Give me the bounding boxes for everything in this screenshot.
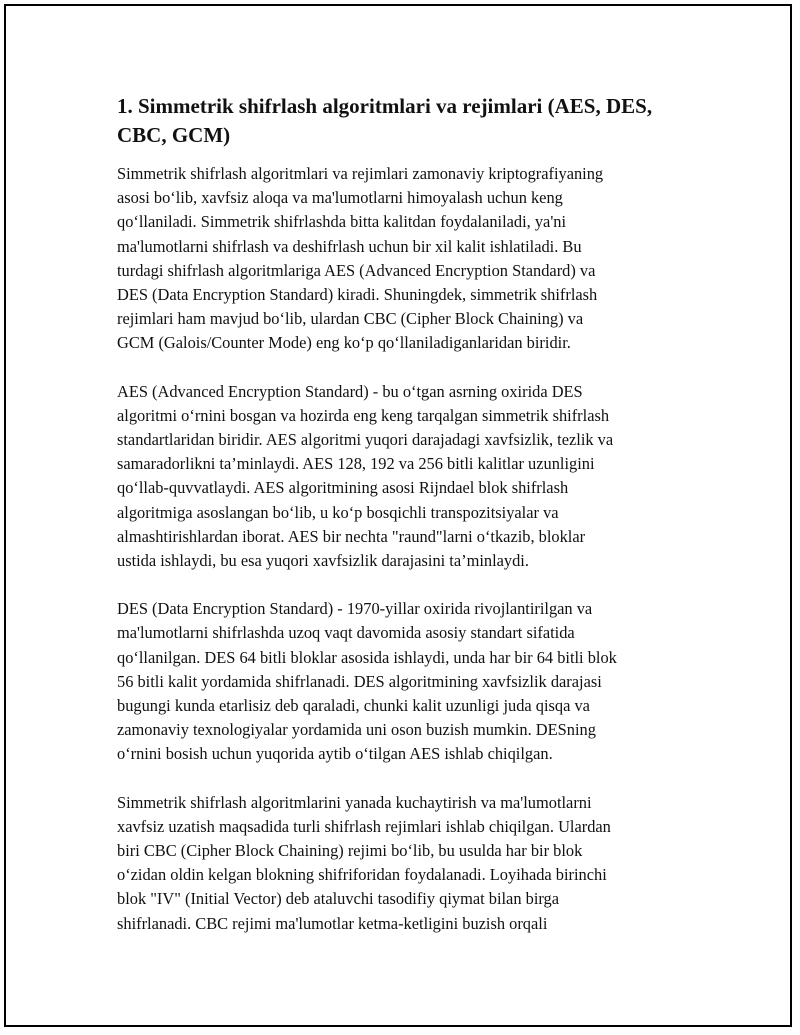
section-heading: 1. Simmetrik shifrlash algoritmlari va rejimlari (AES, DES, CBC, GCM) <box>117 94 653 147</box>
paragraph-intro: Simmetrik shifrlash algoritmlari va rejimlari zamonaviy kriptografiyaning asosi bo‘lib, xavfsiz aloqa va ma'lumotlarni himoyalash uchun keng qo‘llaniladi. Simmetrik shifrlashda bitta kalitdan foydalaniladi, ya'ni ma'lumotlarni shifrlash va deshifrlash uchun bir xil kalit ishlatiladi. Bu turdagi shifrlash algoritmlariga AES (Advanced Encryption Standard) va DES (Data Encryption Standard) kiradi. Shuningdek, simmetrik shifrlash rejimlari ham mavjud bo‘lib, ulardan CBC (Cipher Block Chaining) va GCM (Galois/Counter Mode) eng ko‘p qo‘llaniladiganlaridan biridir. <box>117 164 604 353</box>
paragraph-des: DES (Data Encryption Standard) - 1970-yillar oxirida rivojlantirilgan va ma'lumotlarni shifrlashda uzoq vaqt davomida asosiy standart sifatida qo‘llanilgan. DES 64 bitli bloklar asosida ishlaydi, unda har bir 64 bitli blok 56 bitli kalit yordamida shifrlanadi. DES algoritmining xavfsizlik darajasi bugungi kunda etarlisiz deb qaraladi, chunki kalit uzunligi juda qisqa va zamonaviy texnologiyalar yordamida uni oson buzish mumkin. DESning o‘rnini bosish uchun yuqorida aytib o‘tilgan AES ishlab chiqilgan. <box>117 599 617 764</box>
paragraph-aes: AES (Advanced Encryption Standard) - bu o‘tgan asrning oxirida DES algoritmi o‘rnini bosgan va hozirda eng keng tarqalgan simmetrik shifrlash standartlaridan biridir. AES algoritmi yuqori darajadagi xavfsizlik, tezlik va samaradorlikni ta’minlaydi. AES 128, 192 va 256 bitli kalitlar uzunligini qo‘llab-quvvatlaydi. AES algoritmining asosi Rijndael blok shifrlash algoritmiga asoslangan bo‘lib, u ko‘p bosqichli transpozitsiyalar va almashtirishlardan iborat. AES bir nechta "raund"larni o‘tkazib, bloklar ustida ishlaydi, bu esa yuqori xavfsizlik darajasini ta’minlaydi. <box>117 381 614 571</box>
paragraph-modes: Simmetrik shifrlash algoritmlarini yanada kuchaytirish va ma'lumotlarni xavfsiz uzatish maqsadida turli shifrlash rejimlari ishlab chiqilgan. Ulardan biri CBC (Cipher Block Chaining) rejimi bo‘lib, bu usulda har bir blok o‘zidan oldin kelgan blokning shifriforidan foydalanadi. Loyihada birinchi blok "IV" (Initial Vector) deb ataluvchi tasodifiy qiymat bilan birga shifrlanadi. CBC rejimi ma'lumotlar ketma-ketligini buzish orqali <box>117 792 611 933</box>
document-body <box>117 92 687 960</box>
